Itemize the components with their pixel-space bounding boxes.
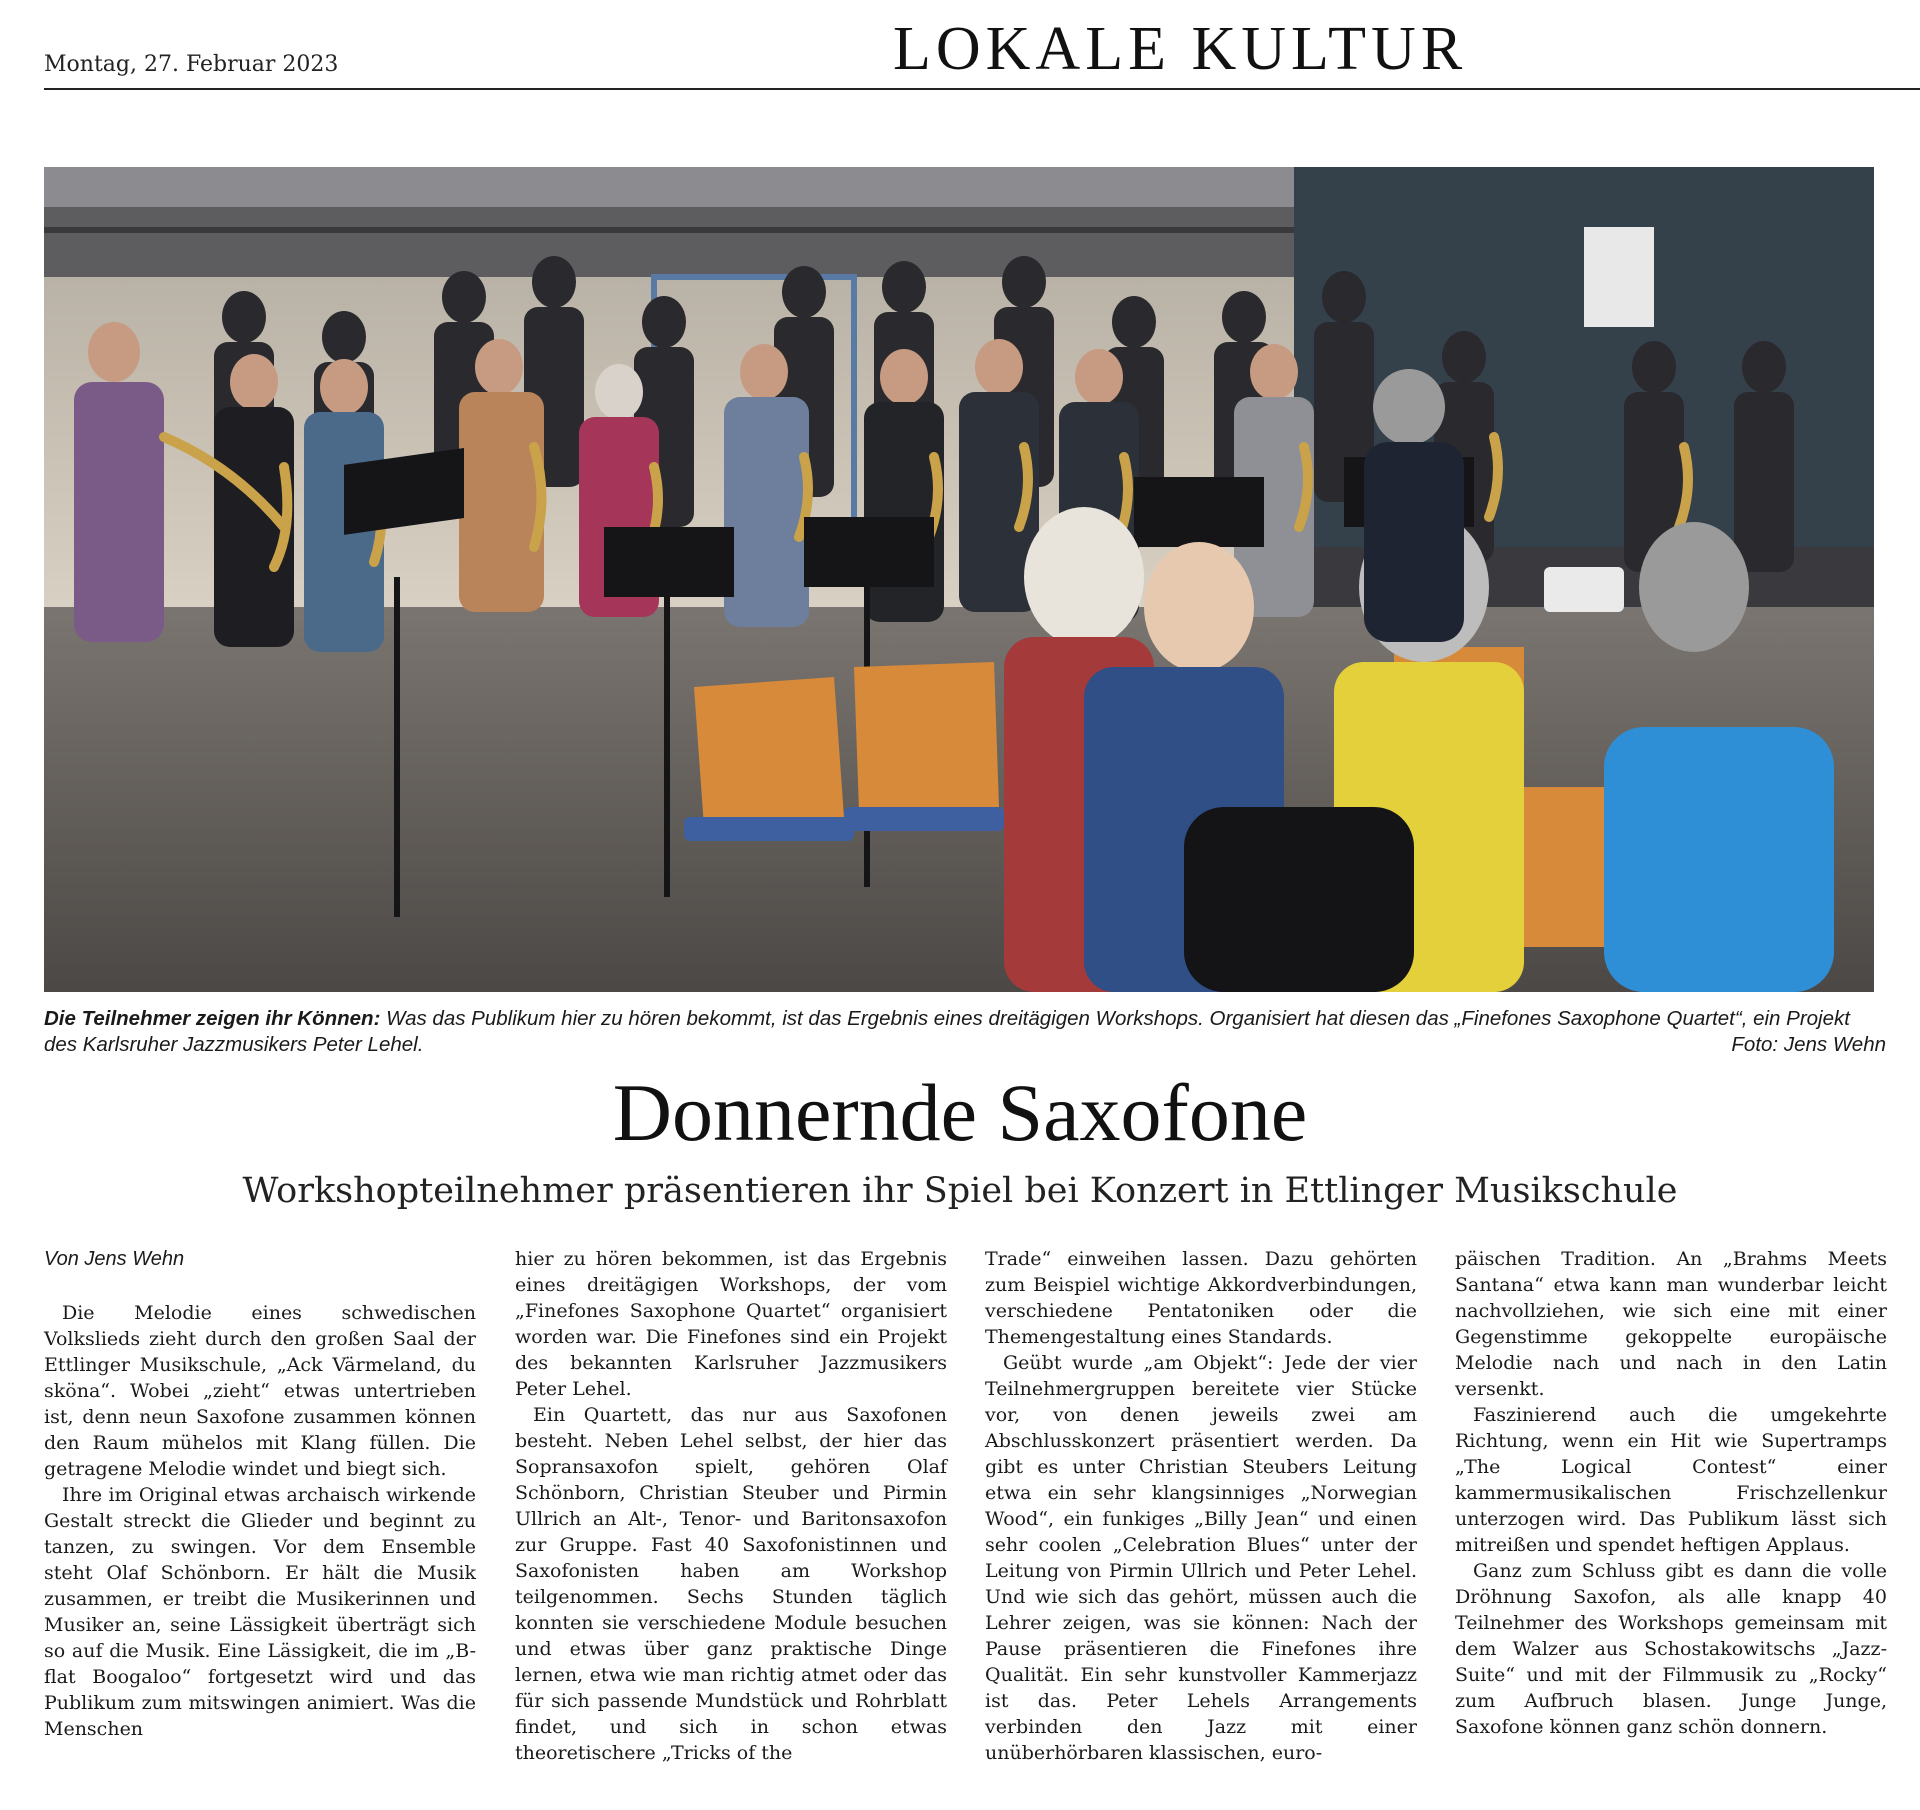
caption-text: Was das Publikum hier zu hören bekommt, ist das Ergebnis eines dreitägigen Workshops. Organisiert hat diesen das „Finefones Saxophone Quartet“, ein Projekt des Karlsruher Jazzmusikers Peter Lehel. [44, 1007, 1850, 1056]
article-column-4 [1455, 1246, 1887, 1740]
article-headline: Donnernde Saxofone [612, 1067, 1308, 1158]
paragraph: hier zu hören bekommen, ist das Ergebnis eines dreitägigen Workshops, der vom „Finefones Saxophone Quartet“ organisiert worden war. Die Finefones sind ein Projekt des bekannten Karlsruher Jazzmusikers Peter Lehel. [515, 1248, 947, 1400]
paragraph: Ganz zum Schluss gibt es dann die volle Dröhnung Saxofon, als alle knapp 40 Teilnehmer des Workshops gemeinsam mit dem Walzer aus Schostakowitschs „Jazz-Suite“ und mit der Filmmusik zu „Rocky“ zum Aufbruch blasen. Junge Junge, Saxofone können ganz schön donnern. [1455, 1560, 1887, 1738]
byline: Von Jens Wehn [44, 1248, 185, 1270]
header-divider [44, 88, 1920, 90]
paragraph: Geübt wurde „am Objekt“: Jede der vier Teilnehmergruppen bereitete vier Stücke vor, von denen jeweils zwei am Abschlusskonzert präsentiert werden. Da gibt es unter Christian Steubers Leitung etwa ein sehr klangsinniges „Norwegian Wood“, ein funkiges „Billy Jean“ und einen sehr coolen „Celebration Blues“ unter der Leitung von Pirmin Ullrich und Peter Lehel. Und wie sich das gehört, müssen auch die Lehrer zeigen, was sie können: Nach der Pause präsentieren die Finefones ihre Qualität. Ein sehr kunstvoller Kammerjazz ist das. Peter Lehels Arrangements verbinden den Jazz mit einer unüberhörbaren klassischen, euro- [985, 1352, 1417, 1764]
photo-caption [44, 1006, 1886, 1058]
paragraph: päischen Tradition. An „Brahms Meets Santana“ etwa kann man wunderbar leicht nachvollziehen, wie sich eine mit einer Gegenstimme gekoppelte europäische Melodie nach und nach in den Latin versenkt. [1455, 1248, 1887, 1400]
concert-photo-illustration [44, 167, 1874, 992]
section-title: LOKALE KULTUR [893, 15, 1468, 83]
concert-photo [44, 167, 1874, 992]
paragraph: Ein Quartett, das nur aus Saxofonen besteht. Neben Lehel selbst, der hier das Sopransaxofon spielt, gehören Olaf Schönborn, Christian Steuber und Pirmin Ullrich an Alt-, Tenor- und Baritonsaxofon zur Gruppe. Fast 40 Saxofonistinnen und Saxofonisten haben am Workshop teilgenommen. Sechs Stunden täglich konnten sie verschiedene Module besuchen und etwas über ganz praktische Dinge lernen, etwa wie man richtig atmet oder das für sich passende Mundstück und Rohrblatt findet, und sich in schon etwas theoretischere „Tricks of the [515, 1404, 947, 1764]
paragraph: Trade“ einweihen lassen. Dazu gehörten zum Beispiel wichtige Akkordverbindungen, verschiedene Pentatoniken oder die Themengestaltung eines Standards. [985, 1248, 1417, 1348]
paragraph: Die Melodie eines schwedischen Volkslieds zieht durch den großen Saal der Ettlinger Musikschule, „Ack Värmeland, du sköna“. Wobei „zieht“ etwas untertrieben ist, denn neun Saxofone zusammen können den Raum mühelos mit Klang füllen. Die getragene Melodie windet und biegt sich. [44, 1302, 476, 1480]
issue-date: Montag, 27. Februar 2023 [44, 52, 339, 77]
photo-credit: Foto: Jens Wehn [1731, 1033, 1886, 1056]
article-column-1 [44, 1246, 476, 1742]
article-column-2 [515, 1246, 947, 1766]
article-column-3 [985, 1246, 1417, 1766]
paragraph: Faszinierend auch die umgekehrte Richtung, wenn ein Hit wie Supertramps „The Logical Contest“ einer kammermusikalischen Frischzellenkur unterzogen wird. Das Publikum lässt sich mitreißen und spendet heftigen Applaus. [1455, 1404, 1887, 1556]
paragraph: Ihre im Original etwas archaisch wirkende Gestalt streckt die Glieder und beginnt zu tanzen, zu swingen. Vor dem Ensemble steht Olaf Schönborn. Er hält die Musik zusammen, er treibt die Musikerinnen und Musiker an, seine Lässigkeit überträgt sich so auf die Musik. Eine Lässigkeit, die im „B-flat Boogaloo“ fortgesetzt wird und das Publikum zum mitswingen animiert. Was die Menschen [44, 1484, 476, 1740]
caption-lead: Die Teilnehmer zeigen ihr Können: [44, 1007, 381, 1030]
article-subheadline: Workshopteilnehmer präsentieren ihr Spiel bei Konzert in Ettlinger Musikschule [242, 1171, 1678, 1211]
